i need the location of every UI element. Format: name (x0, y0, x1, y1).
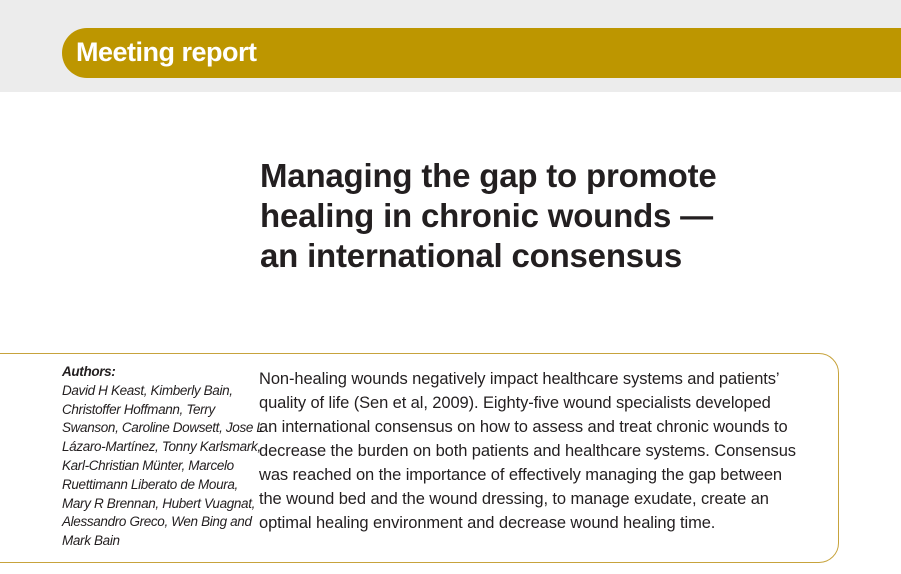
author-line: Christoffer Hoffmann, Terry (62, 401, 215, 417)
author-line: Mary R Brennan, Hubert Vuagnat, (62, 495, 256, 511)
abstract-line: Non-healing wounds negatively impact healthcare systems and patients’ (259, 370, 780, 388)
banner-label: Meeting report (76, 36, 257, 67)
author-line: Karl-Christian Münter, Marcelo (62, 457, 234, 473)
abstract-line: quality of life (Sen et al, 2009). Eighty-five wound specialists developed (259, 394, 771, 412)
author-line: Swanson, Caroline Dowsett, Jose L (62, 420, 264, 436)
author-line: Alessandro Greco, Wen Bing and (62, 514, 252, 530)
abstract-line: was reached on the importance of effectively managing the gap between (259, 466, 782, 484)
abstract-line: decrease the burden on both patients and healthcare systems. Consensus (259, 442, 796, 460)
author-line: Ruettimann Liberato de Moura, (62, 476, 238, 492)
article-title-line-2: healing in chronic wounds — (260, 197, 713, 234)
authors-heading: Authors: (62, 364, 116, 379)
abstract-box (0, 353, 839, 563)
article-title-line-1: Managing the gap to promote (260, 157, 717, 194)
top-band (0, 0, 901, 92)
article-title-line-3: an international consensus (260, 237, 683, 274)
abstract-line: the wound bed and the wound dressing, to manage exudate, create an (259, 490, 769, 508)
abstract-line: optimal healing environment and decrease wound healing time. (259, 514, 716, 532)
article-title (260, 156, 717, 276)
abstract-line: an international consensus on how to assess and treat chronic wounds to (259, 418, 788, 436)
author-line: Mark Bain (62, 533, 120, 549)
author-line: David H Keast, Kimberly Bain, (62, 382, 233, 398)
abstract-text (259, 367, 815, 535)
meeting-report-banner (62, 28, 901, 78)
author-line: Lázaro-Martínez, Tonny Karlsmark, (62, 439, 261, 455)
authors-block (62, 363, 264, 551)
